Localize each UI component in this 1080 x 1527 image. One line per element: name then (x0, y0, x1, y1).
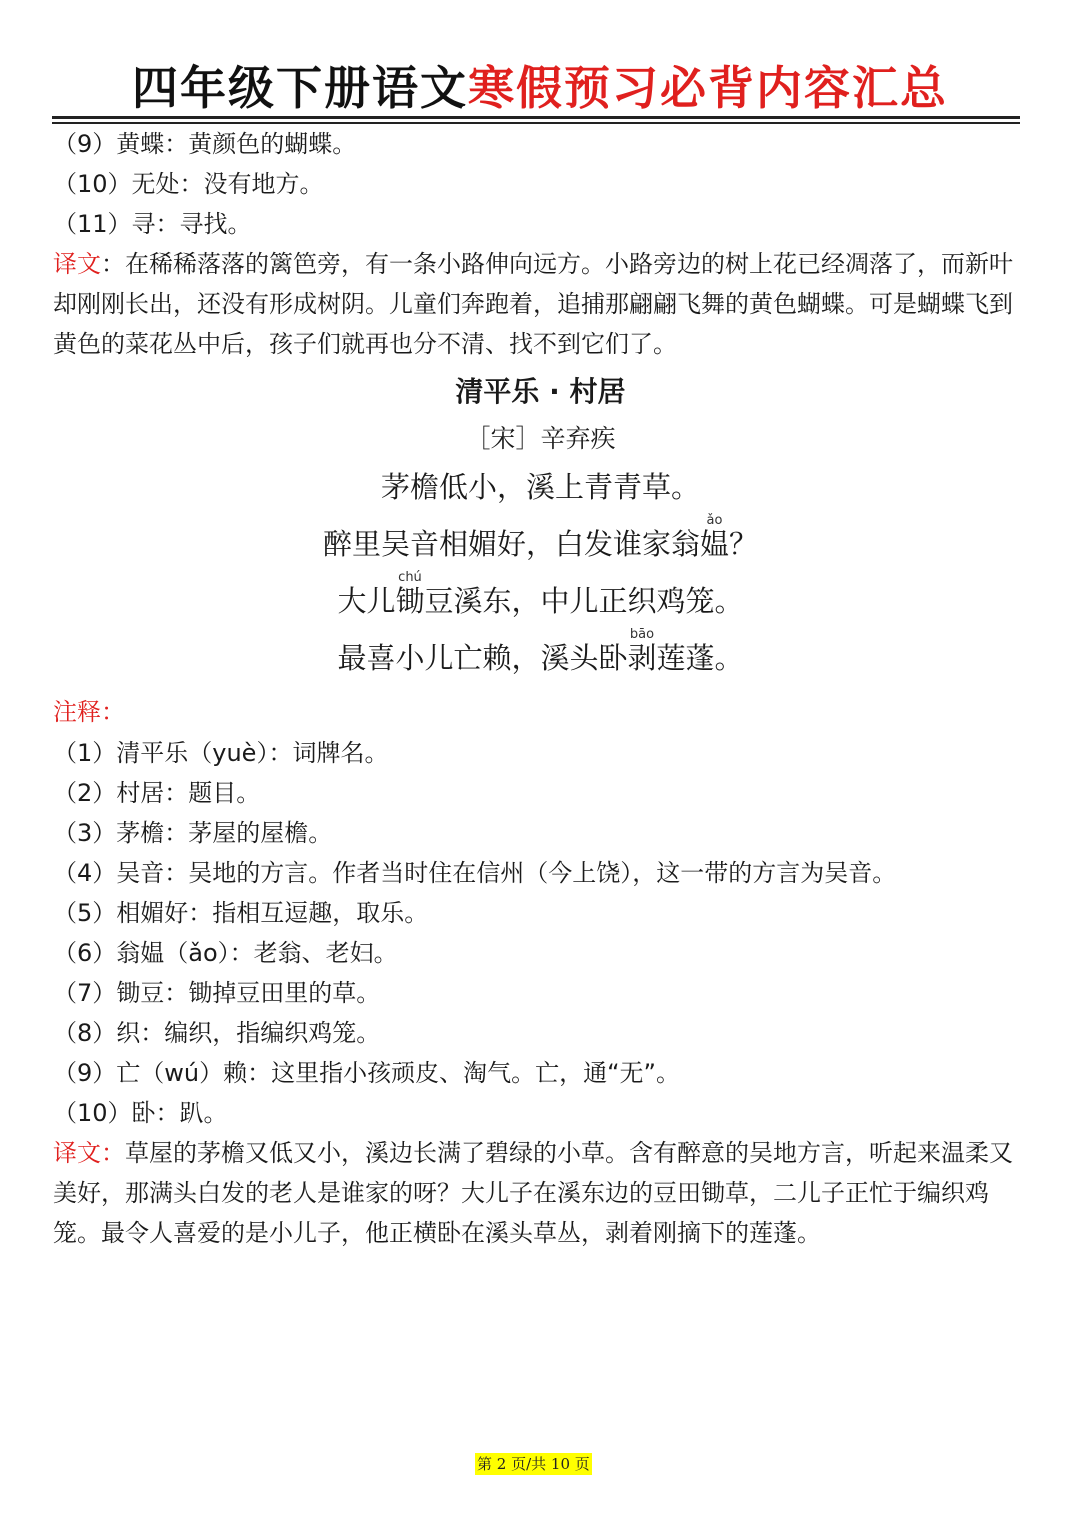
note-item: （10）卧：趴。 (53, 1099, 228, 1127)
notes-heading (53, 691, 1028, 733)
prev-translation-text: ：在稀稀落落的篱笆旁，有一条小路伸向远方。小路旁边的树上花已经凋落了，而新叶却刚刚长出，还没有形成树阴。儿童们奔跑着，追捕那翩翩飞舞的黄色蝴蝶。可是蝴蝶飞到黄色的菜花丛中后，孩子们就再也分不清、找不到它们了。 (53, 250, 1013, 358)
annotated-char: 锄 (395, 584, 425, 618)
prev-note-item: （11）寻：寻找。 (53, 210, 252, 238)
prev-note-item: （9）黄蝶：黄颜色的蝴蝶。 (53, 130, 357, 158)
pinyin-text: ǎo (699, 513, 729, 528)
page-header-title (0, 58, 1080, 118)
poem-line (53, 514, 1028, 571)
note-item: （7）锄豆：锄掉豆田里的草。 (53, 979, 381, 1007)
header-rule-thick (52, 116, 1020, 119)
translation-text: 草屋的茅檐又低又小，溪边长满了碧绿的小草。含有醉意的吴地方言，听起来温柔又美好，那满头白发的老人是谁家的呀？大儿子在溪东边的豆田锄草，二儿子正忙于编织鸡笼。最令人喜爱的是小儿子，他正横卧在溪头草丛，剥着刚摘下的莲蓬。 (53, 1139, 1013, 1247)
note-item: （6）翁媪（ǎo）：老翁、老妇。 (53, 939, 398, 967)
poem-title: 清平乐 · 村居 (455, 375, 626, 408)
pinyin-text: chú (395, 570, 425, 585)
prev-note-item: （10）无处：没有地方。 (53, 170, 324, 198)
pinyin-text: bāo (627, 627, 657, 642)
note-item: （9）亡（wú）赖：这里指小孩顽皮、淘气。亡，通“无”。 (53, 1059, 680, 1087)
poem-line (53, 628, 1028, 685)
notes-colon: ： (101, 698, 125, 726)
translation-label: 译文： (53, 1139, 125, 1167)
annotated-char: 媪 (699, 527, 729, 561)
annotated-char: 剥 (627, 641, 657, 675)
poem-line-text: ？ (729, 527, 759, 561)
header-title-black: 四年级下册语文 (132, 61, 468, 115)
poem-line-text: 莲蓬。 (656, 641, 744, 675)
translation-paragraph (53, 1133, 1028, 1253)
notes-label: 注释 (53, 698, 101, 726)
poem-line-text: 醉里吴音相媚好，白发谁家翁 (322, 527, 700, 561)
note-item: （8）织：编织，指编织鸡笼。 (53, 1019, 381, 1047)
pinyin-annotation (627, 627, 657, 675)
prev-translation-paragraph (53, 244, 1028, 364)
pinyin-annotation (699, 513, 729, 561)
poem-author: ［宋］辛弃疾 (465, 424, 616, 453)
note-item: （3）茅檐：茅屋的屋檐。 (53, 819, 333, 847)
document-body (53, 124, 1028, 1253)
note-item: （1）清平乐（yuè）：词牌名。 (53, 739, 389, 767)
page-number-footer: 第 2 页/共 10 页 (477, 1455, 590, 1473)
poem-line-text: 最喜小儿亡赖，溪头卧 (337, 641, 628, 675)
poem-line (53, 571, 1028, 628)
poem-line: 茅檐低小，溪上青青草。 (380, 470, 700, 504)
header-title-red: 寒假预习必背内容汇总 (468, 61, 948, 115)
note-item: （4）吴音：吴地的方言。作者当时住在信州（今上饶），这一带的方言为吴音。 (53, 859, 897, 887)
note-item: （5）相媚好：指相互逗趣，取乐。 (53, 899, 429, 927)
note-item: （2）村居：题目。 (53, 779, 261, 807)
pinyin-annotation (395, 570, 425, 618)
poem-line-text: 豆溪东，中儿正织鸡笼。 (424, 584, 744, 618)
poem-line-text: 大儿 (337, 584, 396, 618)
prev-translation-label: 译文 (53, 250, 101, 278)
